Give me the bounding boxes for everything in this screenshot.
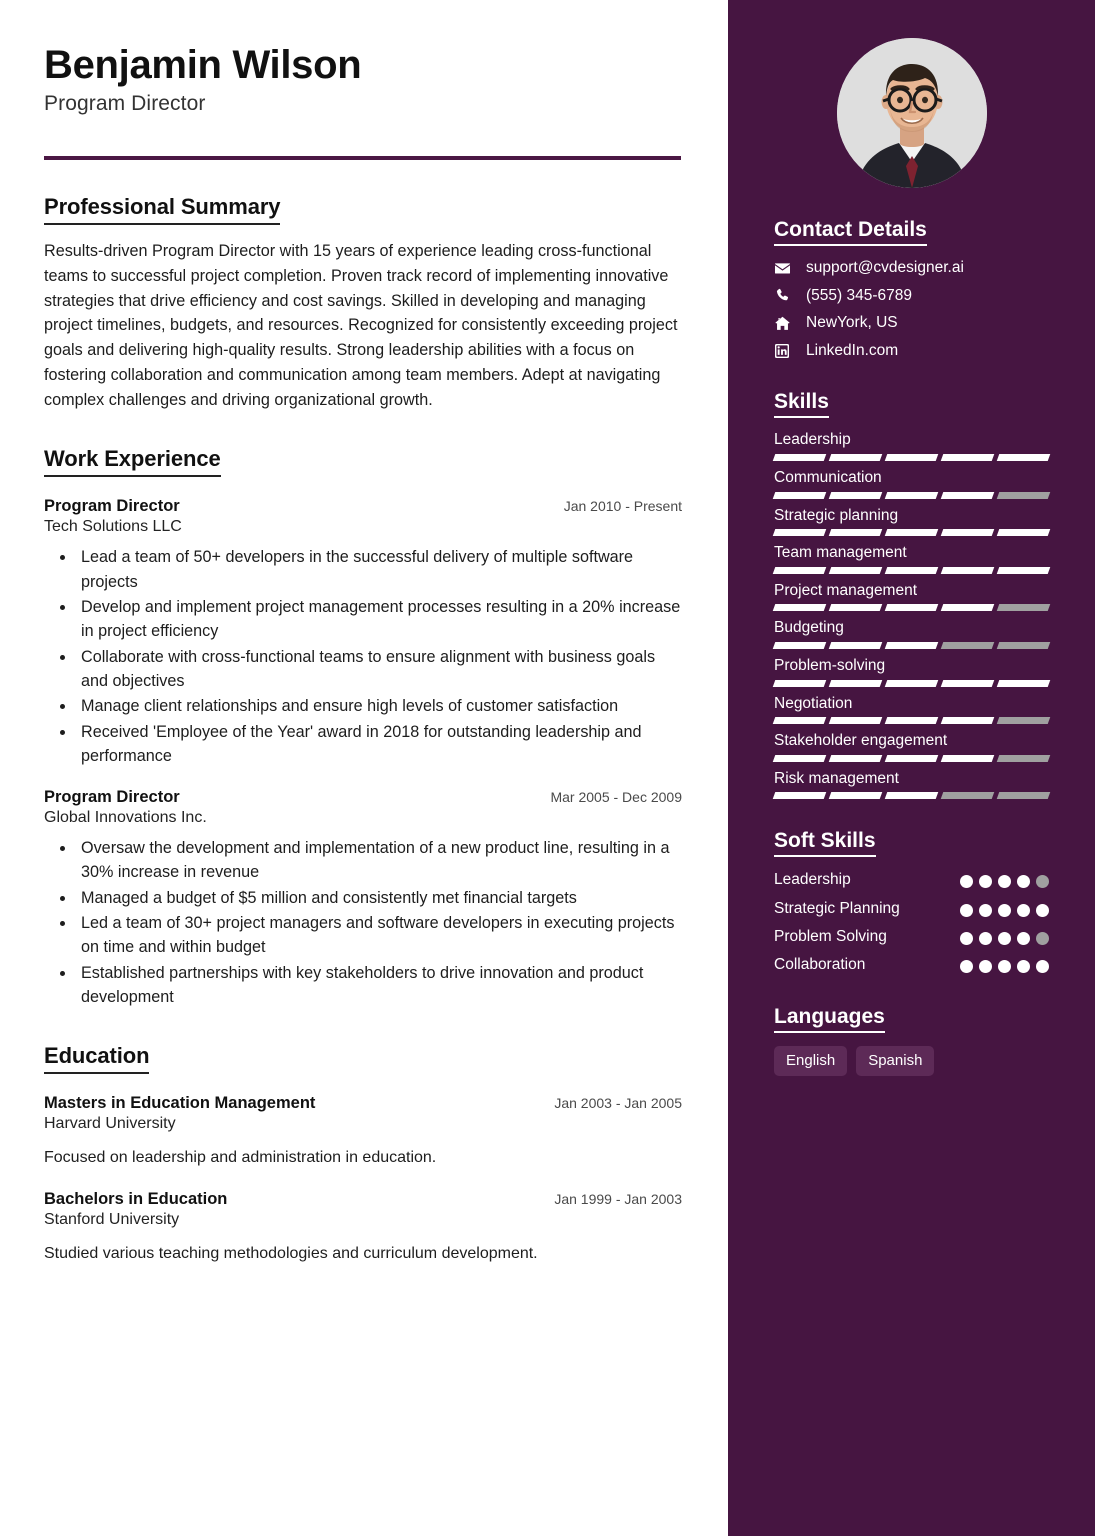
skill-segment — [829, 792, 883, 799]
soft-skill-rating — [960, 927, 1049, 945]
rating-dot — [979, 875, 992, 888]
skill-item — [774, 695, 1049, 725]
skill-item — [774, 507, 1049, 537]
work-entry-list — [44, 497, 682, 1009]
language-chip: English — [774, 1046, 847, 1076]
rating-dot — [960, 875, 973, 888]
skill-level-bar — [774, 717, 1049, 724]
rating-dot — [1017, 904, 1030, 917]
section-heading-education: Education — [44, 1043, 149, 1074]
skill-name: Risk management — [774, 769, 899, 787]
skill-segment — [773, 604, 827, 611]
soft-skill-name: Leadership — [774, 871, 851, 889]
education-entry-header — [44, 1190, 682, 1209]
education-entry-description: Focused on leadership and administration in education. — [44, 1149, 437, 1167]
soft-skill-row — [774, 899, 1049, 918]
rating-dot — [960, 904, 973, 917]
contact-row — [774, 342, 1049, 361]
skill-segment — [829, 604, 883, 611]
soft-skill-name: Strategic Planning — [774, 899, 900, 917]
skill-item — [774, 770, 1049, 800]
avatar — [837, 38, 987, 188]
skill-segment — [885, 567, 939, 574]
rating-dot — [979, 960, 992, 973]
contact-row — [774, 287, 1049, 306]
skill-item — [774, 469, 1049, 499]
skill-segment — [941, 680, 995, 687]
section-work-experience — [44, 446, 682, 1009]
skill-segment — [941, 642, 995, 649]
skill-segment — [885, 529, 939, 536]
bullet-item: • Managed a budget of $5 million and consistently met financial targets — [76, 886, 682, 910]
section-heading-soft-skills: Soft Skills — [774, 829, 876, 857]
skill-segment — [997, 680, 1051, 687]
work-entry-bullets — [44, 836, 682, 1009]
skill-segment — [773, 755, 827, 762]
section-languages — [774, 1005, 1049, 1076]
skill-level-bar — [774, 454, 1049, 461]
soft-skill-rating — [960, 899, 1049, 917]
sidebar — [728, 0, 1095, 1536]
education-entry-school: Stanford University — [44, 1211, 180, 1229]
bullet-item: • Develop and implement project management processes resulting in a 20% increase in project efficiency — [76, 595, 682, 644]
section-education — [44, 1043, 682, 1266]
rating-dot — [998, 932, 1011, 945]
skill-segment — [829, 717, 883, 724]
skill-segment — [941, 454, 995, 461]
rating-dot — [960, 960, 973, 973]
rating-dot — [1036, 904, 1049, 917]
skill-name: Team management — [774, 544, 907, 562]
contact-row — [774, 314, 1049, 333]
skill-item — [774, 431, 1049, 461]
education-entry-list — [44, 1094, 682, 1266]
skill-name: Leadership — [774, 431, 851, 449]
skill-level-bar — [774, 492, 1049, 499]
job-title: Program Director — [44, 92, 206, 115]
skill-segment — [885, 792, 939, 799]
skill-segment — [829, 642, 883, 649]
rating-dot — [1036, 932, 1049, 945]
work-entry-dates: Jan 2010 - Present — [563, 498, 682, 515]
soft-skill-rating — [960, 955, 1049, 973]
skill-segment — [829, 680, 883, 687]
section-skills — [774, 390, 1049, 799]
skill-name: Stakeholder engagement — [774, 732, 948, 750]
phone-icon — [774, 287, 796, 304]
rating-dot — [1017, 875, 1030, 888]
skill-level-bar — [774, 529, 1049, 536]
languages-list — [774, 1046, 1049, 1076]
home-icon — [774, 315, 796, 332]
skill-segment — [773, 717, 827, 724]
skill-item — [774, 619, 1049, 649]
skill-name: Problem-solving — [774, 656, 886, 674]
education-entry-school: Harvard University — [44, 1115, 176, 1133]
skill-segment — [773, 642, 827, 649]
section-heading-languages: Languages — [774, 1005, 885, 1033]
bullet-item: • Manage client relationships and ensure high levels of customer satisfaction — [76, 694, 682, 718]
skill-name: Strategic planning — [774, 506, 899, 524]
skill-name: Communication — [774, 468, 882, 486]
work-entry-title: Program Director — [44, 788, 180, 807]
header-divider — [44, 156, 681, 160]
rating-dot — [1017, 932, 1030, 945]
envelope-icon — [774, 260, 796, 277]
page-title: Benjamin Wilson — [44, 43, 362, 87]
skill-segment — [773, 567, 827, 574]
skill-level-bar — [774, 680, 1049, 687]
skill-name: Project management — [774, 581, 918, 599]
soft-skill-row — [774, 955, 1049, 974]
section-heading-summary: Professional Summary — [44, 194, 280, 225]
skill-segment — [885, 454, 939, 461]
contact-row — [774, 259, 1049, 278]
skill-segment — [941, 529, 995, 536]
skill-name: Budgeting — [774, 619, 844, 637]
skill-segment — [773, 492, 827, 499]
contact-value[interactable]: NewYork, US — [806, 314, 898, 332]
soft-skill-name: Problem Solving — [774, 928, 887, 946]
rating-dot — [998, 960, 1011, 973]
education-entry-description: Studied various teaching methodologies and curriculum development. — [44, 1245, 538, 1263]
skill-name: Negotiation — [774, 694, 853, 712]
section-heading-contact: Contact Details — [774, 218, 927, 246]
section-soft-skills — [774, 829, 1049, 975]
skill-segment — [941, 604, 995, 611]
rating-dot — [998, 904, 1011, 917]
skill-level-bar — [774, 567, 1049, 574]
work-entry — [44, 497, 682, 768]
skill-segment — [885, 604, 939, 611]
bullet-item: • Lead a team of 50+ developers in the successful delivery of multiple software projects — [76, 545, 682, 594]
rating-dot — [1036, 875, 1049, 888]
skill-item — [774, 544, 1049, 574]
skill-segment — [997, 642, 1051, 649]
skill-segment — [997, 604, 1051, 611]
skill-segment — [997, 567, 1051, 574]
rating-dot — [960, 932, 973, 945]
work-entry-header — [44, 788, 682, 807]
section-contact-details — [774, 218, 1049, 360]
work-entry-organization: Global Innovations Inc. — [44, 809, 207, 827]
work-entry — [44, 788, 682, 1009]
soft-skill-name: Collaboration — [774, 956, 866, 974]
avatar-wrap — [774, 0, 1049, 188]
bullet-item: • Oversaw the development and implementation of a new product line, resulting in a 30% increase in revenue — [76, 836, 682, 885]
skill-segment — [941, 717, 995, 724]
section-professional-summary — [44, 194, 682, 412]
rating-dot — [1036, 960, 1049, 973]
work-entry-organization: Tech Solutions LLC — [44, 518, 182, 536]
skill-segment — [829, 755, 883, 762]
work-entry-dates: Mar 2005 - Dec 2009 — [550, 789, 682, 806]
skill-segment — [829, 529, 883, 536]
soft-skills-list — [774, 870, 1049, 975]
skill-segment — [997, 717, 1051, 724]
summary-text: Results-driven Program Director with 15 years of experience leading cross-functional teams to successful project completion. Proven track record of implementing innovative strategies that drive efficiency and cost savings. Skilled in developing and managing project timelines, budgets, and resources. Recognized for consistently exceeding project goals and delivering high-quality results. Strong leadership abilities with a focus on fostering collaboration and communication among team members. Adept at navigating complex challenges and driving organizational growth. — [44, 242, 678, 409]
education-entry — [44, 1094, 682, 1170]
skill-segment — [941, 492, 995, 499]
bullet-item: • Collaborate with cross-functional teams to ensure alignment with business goals and objectives — [76, 645, 682, 694]
contact-list — [774, 259, 1049, 360]
work-entry-bullets — [44, 545, 682, 768]
contact-value[interactable]: LinkedIn.com — [806, 341, 899, 359]
education-entry — [44, 1190, 682, 1266]
skill-segment — [885, 717, 939, 724]
skill-segment — [885, 642, 939, 649]
skill-segment — [829, 567, 883, 574]
education-entry-dates: Jan 2003 - Jan 2005 — [554, 1095, 682, 1112]
skill-level-bar — [774, 642, 1049, 649]
soft-skill-row — [774, 870, 1049, 889]
contact-value[interactable]: support@cvdesigner.ai — [806, 259, 964, 276]
skill-segment — [773, 792, 827, 799]
skill-segment — [829, 492, 883, 499]
rating-dot — [979, 932, 992, 945]
education-entry-degree: Bachelors in Education — [44, 1190, 228, 1209]
skill-segment — [941, 567, 995, 574]
skill-level-bar — [774, 755, 1049, 762]
education-entry-header — [44, 1094, 682, 1113]
work-entry-title: Program Director — [44, 497, 180, 516]
linkedin-icon — [774, 343, 796, 359]
section-heading-work: Work Experience — [44, 446, 221, 477]
skill-segment — [773, 529, 827, 536]
skill-segment — [941, 755, 995, 762]
skill-segment — [885, 680, 939, 687]
education-entry-dates: Jan 1999 - Jan 2003 — [554, 1191, 682, 1208]
skill-segment — [773, 454, 827, 461]
skill-segment — [997, 454, 1051, 461]
rating-dot — [979, 904, 992, 917]
skill-level-bar — [774, 604, 1049, 611]
skill-segment — [997, 792, 1051, 799]
section-heading-skills: Skills — [774, 390, 829, 418]
rating-dot — [998, 875, 1011, 888]
soft-skill-rating — [960, 870, 1049, 888]
skill-item — [774, 582, 1049, 612]
skill-segment — [829, 454, 883, 461]
rating-dot — [1017, 960, 1030, 973]
skill-segment — [941, 792, 995, 799]
skill-item — [774, 732, 1049, 762]
skill-level-bar — [774, 792, 1049, 799]
skill-item — [774, 657, 1049, 687]
skills-list — [774, 431, 1049, 799]
education-entry-degree: Masters in Education Management — [44, 1094, 316, 1113]
bullet-item: • Received 'Employee of the Year' award in 2018 for outstanding leadership and performance — [76, 720, 682, 769]
skill-segment — [997, 492, 1051, 499]
skill-segment — [885, 492, 939, 499]
skill-segment — [997, 755, 1051, 762]
contact-value[interactable]: (555) 345-6789 — [806, 286, 912, 304]
skill-segment — [885, 755, 939, 762]
skill-segment — [773, 680, 827, 687]
soft-skill-row — [774, 927, 1049, 946]
bullet-item: • Established partnerships with key stakeholders to drive innovation and product development — [76, 961, 682, 1010]
bullet-item: • Led a team of 30+ project managers and software developers in executing projects on time and within budget — [76, 911, 682, 960]
language-chip: Spanish — [856, 1046, 934, 1076]
skill-segment — [997, 529, 1051, 536]
work-entry-header — [44, 497, 682, 516]
